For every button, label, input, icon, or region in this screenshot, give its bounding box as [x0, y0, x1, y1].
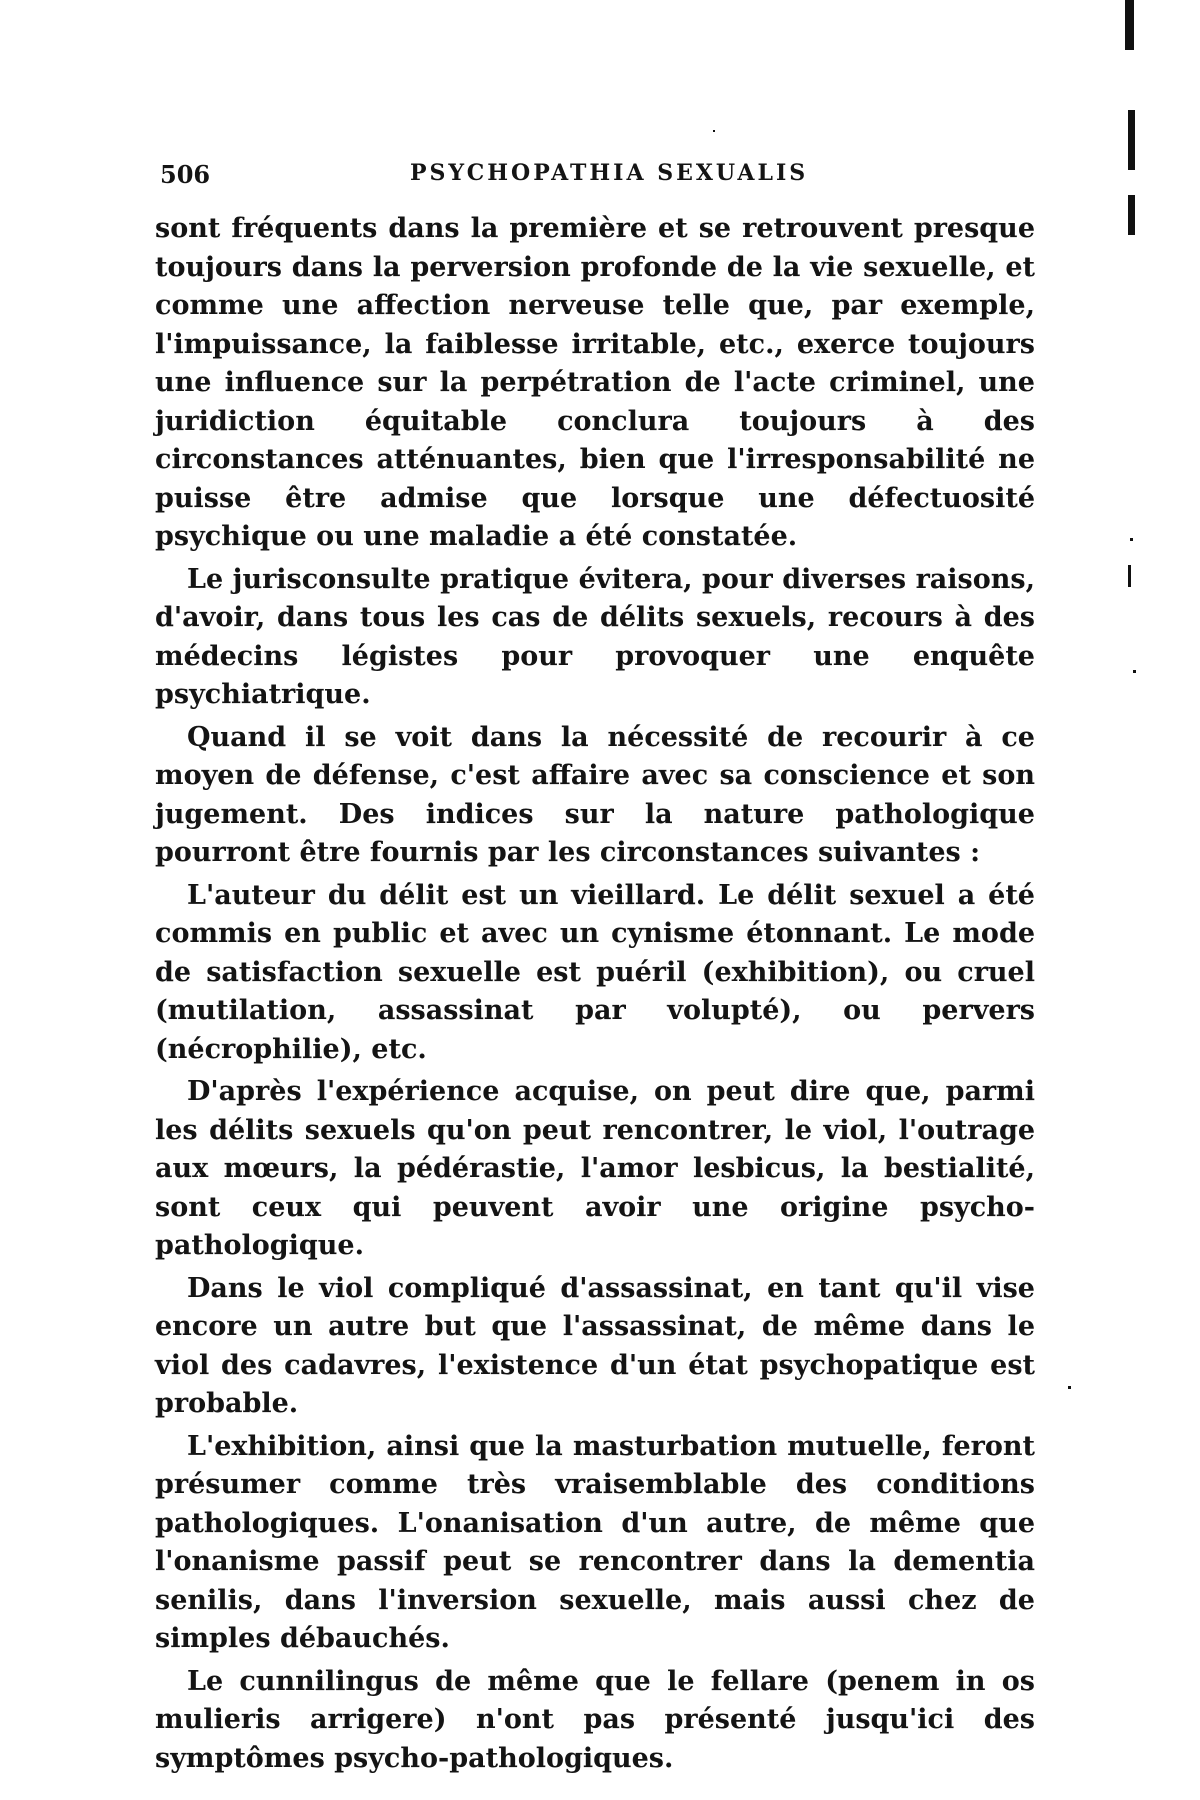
running-title: PSYCHOPATHIA SEXUALIS: [410, 160, 809, 186]
running-header: [160, 160, 1030, 200]
scan-speck: [1130, 538, 1133, 541]
scan-speck: [1133, 670, 1136, 673]
paragraph: sont fréquents dans la première et se retrouvent presque toujours dans la perversion profonde de la vie sexuelle, et comme une affection nerveuse telle que, par exemple, l'impuissance, la faiblesse irritable, etc., exerce toujours une influence sur la perpétration de l'acte criminel, une juridiction équitable conclura toujours à des circonstances atténuantes, bien que l'irresponsabilité ne puisse être admise que lorsque une défectuosité psychique ou une maladie a été constatée.: [155, 213, 1035, 552]
paragraph: Le jurisconsulte pratique évitera, pour diverses raisons, d'avoir, dans tous les cas de délits sexuels, recours à des médecins légistes pour provoquer une enquête psychiatrique.: [155, 563, 1035, 710]
scan-speck: [713, 130, 715, 132]
page-number: 506: [160, 160, 211, 189]
paragraph: D'après l'expérience acquise, on peut dire que, parmi les délits sexuels qu'on peut rencontrer, le viol, l'outrage aux mœurs, la pédérastie, l'amor lesbicus, la bestialité, sont ceux qui peuvent avoir une origine psycho-pathologique.: [155, 1076, 1035, 1261]
paragraph: L'exhibition, ainsi que la masturbation mutuelle, feront présumer comme très vraisemblable des conditions pathologiques. L'onanisation d'un autre, de même que l'onanisme passif peut se rencontrer dans la dementia senilis, dans l'inversion sexuelle, mais aussi chez de simples débauchés.: [155, 1430, 1035, 1654]
scan-edge-mark: [1128, 110, 1135, 170]
paragraph: L'auteur du délit est un vieillard. Le délit sexuel a été commis en public et avec un cynisme étonnant. Le mode de satisfaction sexuelle est puéril (exhibition), ou cruel (mutilation, assassinat par volupté), ou pervers (nécrophilie), etc.: [155, 879, 1035, 1065]
paragraph: Dans le viol compliqué d'assassinat, en tant qu'il vise encore un autre but que l'assassinat, de même dans le viol des cadavres, l'existence d'un état psychopatique est probable.: [155, 1272, 1035, 1419]
scan-edge-mark: [1125, 0, 1134, 50]
scan-edge-mark: [1128, 565, 1131, 587]
paragraph: Quand il se voit dans la nécessité de recourir à ce moyen de défense, c'est affaire avec sa conscience et son jugement. Des indices sur la nature pathologique pourront être fournis par les circonstances suivantes :: [155, 721, 1035, 868]
body-text: [155, 210, 1035, 1782]
scan-edge-mark: [1128, 195, 1135, 235]
scan-speck: [1068, 1386, 1071, 1389]
paragraph: Le cunnilingus de même que le fellare (penem in os mulieris arrigere) n'ont pas présenté jusqu'ici des symptômes psycho-pathologiques.: [155, 1665, 1035, 1774]
